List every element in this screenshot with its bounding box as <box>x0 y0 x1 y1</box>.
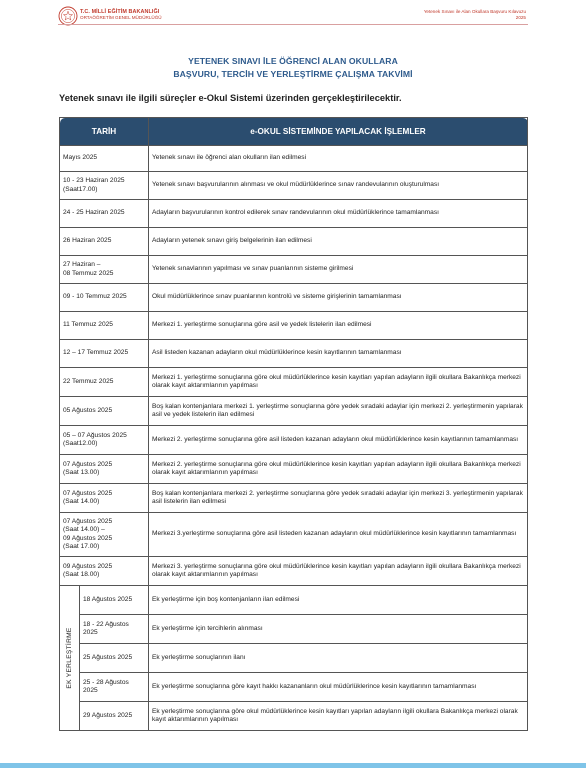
row-action: Merkezi 1. yerleştirme sonuçlarına göre asil ve yedek listelerin ilan edilmesi <box>149 312 528 340</box>
row-action: Ek yerleştirme için tercihlerin alınması <box>149 615 528 644</box>
row-action: Okul müdürlüklerince sınav puanlarının kontrolü ve sisteme girişlerinin tamamlanması <box>149 284 528 312</box>
row-action: Ek yerleştirme sonuçlarına göre kayıt hakkı kazananların okul müdürlüklerince kesin kayıtlarının tamamlanması <box>149 673 528 702</box>
row-date: 25 - 28 Ağustos 2025 <box>80 673 149 702</box>
row-action: Merkezi 3. yerleştirme sonuçlarına göre okul müdürlüklerince kesin kayıtları yapılan adayların ilgili okullara Bakanlıkça merkezi olarak kayıt aktarımlarının yapılması <box>149 557 528 586</box>
ek-table-row <box>60 615 528 644</box>
table-row <box>60 228 528 256</box>
column-header-actions: e-OKUL SİSTEMİNDE YAPILACAK İŞLEMLER <box>149 118 528 146</box>
row-action: Yetenek sınavlarının yapılması ve sınav puanlarının sisteme girilmesi <box>149 256 528 284</box>
row-action: Yetenek sınavı başvurularının alınması ve okul müdürlüklerince sınav randevularının oluşturulması <box>149 172 528 200</box>
row-date: 09 - 10 Temmuz 2025 <box>60 284 149 312</box>
row-action: Adayların yetenek sınavı giriş belgelerinin ilan edilmesi <box>149 228 528 256</box>
row-date: 07 Ağustos 2025 (Saat 14.00) – 09 Ağustos 2025 (Saat 17.00) <box>60 513 149 557</box>
ek-table-row <box>60 644 528 673</box>
table-row <box>60 256 528 284</box>
row-action: Ek yerleştirme sonuçlarının ilanı <box>149 644 528 673</box>
row-action: Merkezi 1. yerleştirme sonuçlarına göre okul müdürlüklerince kesin kayıtları yapılan adayların ilgili okullara Bakanlıkça merkezi olarak kayıt aktarımlarının yapılması <box>149 368 528 397</box>
row-date: 25 Ağustos 2025 <box>80 644 149 673</box>
table-row <box>60 340 528 368</box>
row-action: Boş kalan kontenjanlara merkezi 2. yerleştirme sonuçlarına göre yedek sıradaki adaylar için merkezi 3. yerleştirmenin yapılarak asil listelerin ilan edilmesi <box>149 484 528 513</box>
table-row <box>60 368 528 397</box>
ek-table-row <box>60 673 528 702</box>
row-date: 12 – 17 Temmuz 2025 <box>60 340 149 368</box>
document-year: 2025 <box>515 15 526 20</box>
row-action: Asil listeden kazanan adayların okul müdürlüklerince kesin kayıtlarının tamamlanması <box>149 340 528 368</box>
intro-text: Yetenek sınavı ile ilgili süreçler e-Okul Sistemi üzerinden gerçekleştirilecektir. <box>59 93 402 103</box>
table-header-row <box>60 118 528 146</box>
table-row <box>60 200 528 228</box>
row-action: Ek yerleştirme sonuçlarına göre okul müdürlüklerince kesin kayıtları yapılan adayların ilgili okullara Bakanlıkça merkezi olarak kayıt aktarımlarının yapılması <box>149 702 528 731</box>
ek-yerlestirme-label: EK YERLEŞTİRME <box>65 627 73 689</box>
table-row <box>60 146 528 172</box>
row-date: 09 Ağustos 2025 (Saat 18.00) <box>60 557 149 586</box>
table-row <box>60 312 528 340</box>
page-title-line2: BAŞVURU, TERCİH VE YERLEŞTİRME ÇALIŞMA TAKVİMİ <box>173 69 413 79</box>
row-date: 05 Ağustos 2025 <box>60 397 149 426</box>
row-date: Mayıs 2025 <box>60 146 149 172</box>
row-date: 22 Temmuz 2025 <box>60 368 149 397</box>
row-action: Merkezi 3.yerleştirme sonuçlarına göre asil listeden kazanan adayların okul müdürlüklerince kesin kayıtlarının tamamlanması <box>149 513 528 557</box>
ek-table-row <box>60 702 528 731</box>
row-action: Ek yerleştirme için boş kontenjanların ilan edilmesi <box>149 586 528 615</box>
table-row <box>60 172 528 200</box>
row-date: 05 – 07 Ağustos 2025 (Saat12.00) <box>60 426 149 455</box>
table-row <box>60 513 528 557</box>
row-date: 18 - 22 Ağustos 2025 <box>80 615 149 644</box>
row-date: 18 Ağustos 2025 <box>80 586 149 615</box>
row-date: 29 Ağustos 2025 <box>80 702 149 731</box>
row-action: Merkezi 2. yerleştirme sonuçlarına göre asil listeden kazanan adayların okul müdürlüklerince kesin kayıtlarının tamamlanması <box>149 426 528 455</box>
header-divider <box>58 24 528 25</box>
footer-bar <box>0 763 586 768</box>
table-row <box>60 557 528 586</box>
table-row <box>60 455 528 484</box>
row-action: Merkezi 2. yerleştirme sonuçlarına göre okul müdürlüklerince kesin kayıtları yapılan adayların ilgili okullara Bakanlıkça merkezi olarak kayıt aktarımlarının yapılması <box>149 455 528 484</box>
table-row <box>60 284 528 312</box>
row-action: Yetenek sınavı ile öğrenci alan okulların ilan edilmesi <box>149 146 528 172</box>
ministry-logo-icon <box>58 6 78 26</box>
row-date: 10 - 23 Haziran 2025 (Saat17.00) <box>60 172 149 200</box>
column-header-date: TARİH <box>60 118 149 146</box>
row-date: 11 Temmuz 2025 <box>60 312 149 340</box>
table-row <box>60 397 528 426</box>
table-body <box>60 146 528 731</box>
row-date: 07 Ağustos 2025 (Saat 14.00) <box>60 484 149 513</box>
table-row <box>60 484 528 513</box>
ek-table-row <box>60 586 528 615</box>
row-action: Boş kalan kontenjanlara merkezi 1. yerleştirme sonuçlarına göre yedek sıradaki adaylar için merkezi 2. yerleştirmenin yapılarak asil ve yedek listelerin ilan edilmesi <box>149 397 528 426</box>
department-name: ORTAÖĞRETİM GENEL MÜDÜRLÜĞÜ <box>80 15 162 20</box>
row-date: 26 Haziran 2025 <box>60 228 149 256</box>
page-title-line1: YETENEK SINAVI İLE ÖĞRENCİ ALAN OKULLARA <box>188 56 398 66</box>
table-row <box>60 426 528 455</box>
row-date: 24 - 25 Haziran 2025 <box>60 200 149 228</box>
ministry-name: T.C. MİLLİ EĞİTİM BAKANLIĞI <box>80 9 160 15</box>
document-title: Yetenek Sınavı ile Alan Okullara Başvuru Kılavuzu <box>423 9 526 14</box>
ek-yerlestirme-group-cell <box>60 586 80 731</box>
row-action: Adayların başvurularının kontrol edilerek sınav randevularının okul müdürlüklerince tamamlanması <box>149 200 528 228</box>
row-date: 07 Ağustos 2025 (Saat 13.00) <box>60 455 149 484</box>
row-date: 27 Haziran – 08 Temmuz 2025 <box>60 256 149 284</box>
schedule-table <box>59 117 528 731</box>
